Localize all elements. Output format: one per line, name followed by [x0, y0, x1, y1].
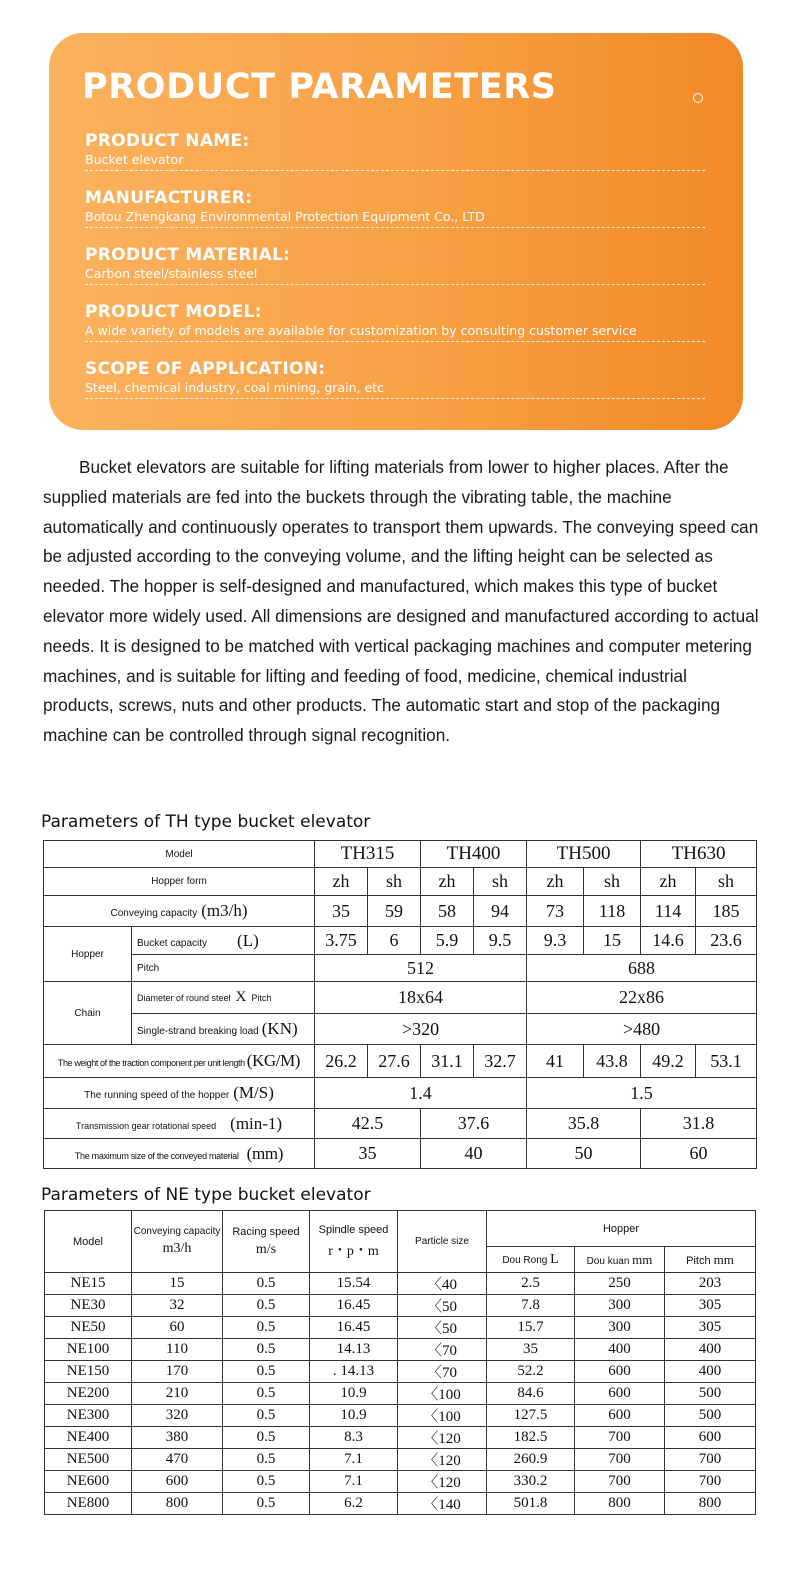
running-speed-label	[44, 1078, 315, 1109]
table-cell: 〈100	[398, 1405, 487, 1427]
divider	[85, 341, 705, 342]
cell: 60	[641, 1139, 757, 1169]
table-row	[44, 1078, 757, 1109]
param-label: MANUFACTURER:	[85, 188, 253, 208]
table-cell: 0.5	[223, 1317, 310, 1339]
table-cell: 15.54	[310, 1273, 398, 1295]
cell: >320	[315, 1014, 527, 1045]
cell: 59	[368, 896, 421, 927]
table-row	[44, 982, 757, 1014]
table-cell: 305	[665, 1317, 756, 1339]
cell: 53.1	[696, 1045, 757, 1078]
cell: 512	[315, 955, 527, 982]
table-cell: 700	[575, 1427, 665, 1449]
cell: 3.75	[315, 927, 368, 955]
table-cell: 182.5	[487, 1427, 575, 1449]
max-size-label	[44, 1139, 315, 1169]
header-unit: r・p・m	[328, 1243, 379, 1259]
unit-text: (M/S)	[233, 1083, 274, 1102]
table-cell: 210	[132, 1383, 223, 1405]
cell: >480	[527, 1014, 757, 1045]
model-cell: NE15	[45, 1273, 132, 1295]
product-parameters-card	[49, 33, 743, 430]
table-cell: 〈100	[398, 1383, 487, 1405]
table-cell: 0.5	[223, 1449, 310, 1471]
table-cell: 700	[575, 1471, 665, 1493]
table-cell: 305	[665, 1295, 756, 1317]
param-value: Bucket elevator	[85, 152, 184, 167]
param-value: A wide variety of models are available for customization by consulting customer service	[85, 323, 637, 338]
header-unit: mm	[713, 1251, 734, 1267]
cell: sh	[696, 868, 757, 896]
table-cell: 320	[132, 1405, 223, 1427]
table-cell: 〈120	[398, 1449, 487, 1471]
col-header-pitch	[665, 1247, 756, 1273]
table-cell: 7.8	[487, 1295, 575, 1317]
col-header-model: Model	[45, 1211, 132, 1273]
model-cell: NE50	[45, 1317, 132, 1339]
table-row	[45, 1405, 756, 1427]
label-text: Pitch	[251, 993, 272, 1003]
cell: zh	[315, 868, 368, 896]
hopper-form-label: Hopper form	[44, 868, 315, 896]
table-cell: 14.13	[310, 1339, 398, 1361]
model-cell: TH400	[421, 841, 527, 868]
cell: 49.2	[641, 1045, 696, 1078]
header-unit: mm	[632, 1251, 653, 1267]
table-cell: 203	[665, 1273, 756, 1295]
table-cell: 0.5	[223, 1273, 310, 1295]
cell: 35	[315, 896, 368, 927]
table-row	[45, 1361, 756, 1383]
cell: 9.5	[474, 927, 527, 955]
table-cell: 〈140	[398, 1493, 487, 1515]
table-cell: 110	[132, 1339, 223, 1361]
header-unit: L	[550, 1251, 559, 1267]
table-cell: 15.7	[487, 1317, 575, 1339]
table-row	[44, 1109, 757, 1139]
cell: sh	[474, 868, 527, 896]
table-cell: 700	[665, 1449, 756, 1471]
cell: 185	[696, 896, 757, 927]
cell: 31.8	[641, 1109, 757, 1139]
table-cell: . 14.13	[310, 1361, 398, 1383]
header-text: Conveying capacity	[133, 1226, 221, 1237]
cell: 15	[584, 927, 641, 955]
table-row	[45, 1427, 756, 1449]
table-cell: 0.5	[223, 1295, 310, 1317]
table-cell: 〈40	[398, 1273, 487, 1295]
table-row	[44, 927, 757, 955]
table-cell: 32	[132, 1295, 223, 1317]
table-cell: 600	[575, 1361, 665, 1383]
cell: 42.5	[315, 1109, 421, 1139]
cell: 23.6	[696, 927, 757, 955]
header-text: Spindle speed	[318, 1223, 389, 1236]
col-header-dou-rong	[487, 1247, 575, 1273]
table-cell: 60	[132, 1317, 223, 1339]
cell: 32.7	[474, 1045, 527, 1078]
cell: 5.9	[421, 927, 474, 955]
table-row	[44, 1139, 757, 1169]
model-cell: NE200	[45, 1383, 132, 1405]
cell: 1.5	[527, 1078, 757, 1109]
table-cell: 700	[665, 1471, 756, 1493]
table-cell: 470	[132, 1449, 223, 1471]
table-cell: 0.5	[223, 1361, 310, 1383]
cell: 58	[421, 896, 474, 927]
table-row	[44, 841, 757, 868]
table-cell: 300	[575, 1295, 665, 1317]
model-cell: NE300	[45, 1405, 132, 1427]
weight-label	[44, 1045, 315, 1078]
param-product-model	[85, 302, 705, 342]
table-cell: 600	[665, 1427, 756, 1449]
header-text: Dou kuan	[586, 1255, 630, 1267]
table-row	[45, 1295, 756, 1317]
cell: sh	[584, 868, 641, 896]
table-cell: 10.9	[310, 1405, 398, 1427]
col-header-spindle-speed	[310, 1211, 398, 1273]
param-value: Carbon steel/stainless steel	[85, 266, 258, 281]
table-cell: 0.5	[223, 1383, 310, 1405]
param-label: SCOPE OF APPLICATION:	[85, 359, 326, 379]
model-cell: NE400	[45, 1427, 132, 1449]
label-text: Diameter of round steel	[137, 993, 231, 1003]
cell: 41	[527, 1045, 584, 1078]
table-cell: 500	[665, 1383, 756, 1405]
table-row	[45, 1449, 756, 1471]
cell: 18x64	[315, 982, 527, 1014]
table-cell: 15	[132, 1273, 223, 1295]
intro-paragraph: Bucket elevators are suitable for lifting materials from lower to higher places. After the supplied materials are fed into the buckets through the vibrating table, the machine automatically and continuously operates to transport them upwards. The conveying speed can be adjusted according to the conveying volume, and the lifting height can be selected as needed. The hopper is self-designed and manufactured, which makes this type of bucket elevator more widely used. All dimensions are designed and manufactured according to actual needs. It is designed to be matched with vertical packaging machines and computer metering machines, and is suitable for lifting and feeding of food, medicine, chemical industrial products, screws, nuts and other products. The automatic start and stop of the packaging machine can be controlled through signal recognition.	[43, 457, 759, 746]
table-cell: 〈50	[398, 1295, 487, 1317]
table-cell: 250	[575, 1273, 665, 1295]
cell: 688	[527, 955, 757, 982]
table-cell: 52.2	[487, 1361, 575, 1383]
label-text: Conveying capacity	[110, 908, 198, 919]
ne-table-title: Parameters of NE type bucket elevator	[41, 1185, 371, 1205]
cell: 27.6	[368, 1045, 421, 1078]
cell: 37.6	[421, 1109, 527, 1139]
cell: 94	[474, 896, 527, 927]
unit-text: (KG/M)	[246, 1051, 301, 1070]
diameter-label	[132, 982, 315, 1014]
header-text: Pitch	[686, 1254, 711, 1267]
table-cell: 〈120	[398, 1427, 487, 1449]
table-cell: 8.3	[310, 1427, 398, 1449]
model-cell: NE600	[45, 1471, 132, 1493]
unit-text: (min-1)	[230, 1113, 283, 1133]
cell: 50	[527, 1139, 641, 1169]
table-row	[45, 1273, 756, 1295]
th-table-title: Parameters of TH type bucket elevator	[41, 812, 371, 832]
col-header-dou-kuan	[575, 1247, 665, 1273]
table-cell: 〈70	[398, 1361, 487, 1383]
cell: zh	[527, 868, 584, 896]
table-row	[44, 896, 757, 927]
capacity-label	[44, 896, 315, 927]
param-label: PRODUCT MODEL:	[85, 302, 262, 322]
cell: 6	[368, 927, 421, 955]
divider	[85, 170, 705, 171]
divider	[85, 227, 705, 228]
table-cell: 127.5	[487, 1405, 575, 1427]
unit-text: (mm)	[246, 1143, 284, 1163]
bucket-capacity-label	[132, 927, 315, 955]
table-cell: 〈50	[398, 1317, 487, 1339]
model-cell: NE150	[45, 1361, 132, 1383]
pitch-label: Pitch	[132, 955, 315, 982]
cell: 40	[421, 1139, 527, 1169]
col-header-hopper: Hopper	[487, 1211, 756, 1247]
table-cell: 16.45	[310, 1317, 398, 1339]
param-label: PRODUCT NAME:	[85, 131, 250, 151]
table-header-row	[45, 1211, 756, 1247]
label-text: The maximum size of the conveyed material	[74, 1150, 239, 1161]
table-cell: 〈70	[398, 1339, 487, 1361]
cell: 1.4	[315, 1078, 527, 1109]
table-row	[44, 868, 757, 896]
table-cell: 700	[575, 1449, 665, 1471]
cell: 114	[641, 896, 696, 927]
table-cell: 800	[132, 1493, 223, 1515]
param-value: Botou Zhengkang Environmental Protection Equipment Co., LTD	[85, 209, 485, 224]
col-header-capacity	[132, 1211, 223, 1273]
table-cell: 170	[132, 1361, 223, 1383]
chain-group-label: Chain	[44, 982, 132, 1045]
table-cell: 330.2	[487, 1471, 575, 1493]
hopper-group-label: Hopper	[44, 927, 132, 982]
table-cell: 0.5	[223, 1493, 310, 1515]
header-unit: m3/h	[162, 1241, 192, 1256]
param-value: Steel, chemical industry, coal mining, grain, etc	[85, 380, 384, 395]
cell: 35	[315, 1139, 421, 1169]
cell: 14.6	[641, 927, 696, 955]
divider	[85, 398, 705, 399]
cell: 26.2	[315, 1045, 368, 1078]
gear-speed-label	[44, 1109, 315, 1139]
table-cell: 300	[575, 1317, 665, 1339]
model-cell: NE500	[45, 1449, 132, 1471]
table-cell: 0.5	[223, 1405, 310, 1427]
label-text: The running speed of the hopper	[84, 1090, 230, 1101]
model-cell: TH630	[641, 841, 757, 868]
table-cell: 0.5	[223, 1339, 310, 1361]
unit-text: (m3/h)	[201, 901, 248, 920]
cell: sh	[368, 868, 421, 896]
table-cell: 7.1	[310, 1471, 398, 1493]
table-cell: 35	[487, 1339, 575, 1361]
table-row	[44, 1014, 757, 1045]
label-text: Transmission gear rotational speed	[75, 1120, 217, 1131]
table-cell: 7.1	[310, 1449, 398, 1471]
circle-icon	[693, 93, 703, 103]
header-unit: m/s	[255, 1241, 277, 1257]
table-cell: 501.8	[487, 1493, 575, 1515]
header-text: Racing speed	[232, 1225, 300, 1238]
table-row	[44, 1045, 757, 1078]
cell: 35.8	[527, 1109, 641, 1139]
param-product-material	[85, 245, 705, 285]
th-parameters-table	[43, 840, 757, 1169]
model-label: Model	[44, 841, 315, 868]
model-cell: TH500	[527, 841, 641, 868]
divider	[85, 284, 705, 285]
cell: 22x86	[527, 982, 757, 1014]
header-text: Dou Rong	[502, 1254, 548, 1266]
table-cell: 0.5	[223, 1427, 310, 1449]
unit-text: (KN)	[261, 1019, 298, 1038]
table-cell: 600	[132, 1471, 223, 1493]
col-header-racing-speed	[223, 1211, 310, 1273]
param-manufacturer	[85, 188, 705, 228]
col-header-particle-size: Particle size	[398, 1211, 487, 1273]
table-cell: 400	[665, 1339, 756, 1361]
table-cell: 600	[575, 1405, 665, 1427]
table-cell: 400	[575, 1339, 665, 1361]
label-text: Single-strand breaking load	[137, 1026, 259, 1037]
table-row	[44, 955, 757, 982]
table-cell: 500	[665, 1405, 756, 1427]
param-label: PRODUCT MATERIAL:	[85, 245, 291, 265]
label-text: The weight of the traction component per unit length	[57, 1058, 245, 1068]
table-cell: 260.9	[487, 1449, 575, 1471]
table-cell: 400	[665, 1361, 756, 1383]
table-cell: 84.6	[487, 1383, 575, 1405]
breaking-load-label	[132, 1014, 315, 1045]
cell: zh	[641, 868, 696, 896]
table-cell: 10.9	[310, 1383, 398, 1405]
table-cell: 2.5	[487, 1273, 575, 1295]
table-cell: 6.2	[310, 1493, 398, 1515]
ne-parameters-table	[44, 1210, 756, 1515]
table-cell: 380	[132, 1427, 223, 1449]
table-row	[45, 1317, 756, 1339]
param-product-name	[85, 131, 705, 171]
cell: 118	[584, 896, 641, 927]
param-scope-of-application	[85, 359, 705, 399]
model-cell: NE100	[45, 1339, 132, 1361]
table-cell: 0.5	[223, 1471, 310, 1493]
cell: 9.3	[527, 927, 584, 955]
table-cell: 600	[575, 1383, 665, 1405]
cell: 73	[527, 896, 584, 927]
table-row	[45, 1471, 756, 1493]
table-row	[45, 1383, 756, 1405]
cell: 31.1	[421, 1045, 474, 1078]
table-row	[45, 1339, 756, 1361]
cell: 43.8	[584, 1045, 641, 1078]
ne-table-body	[45, 1273, 756, 1515]
unit-text: X	[235, 989, 247, 1005]
table-cell: 16.45	[310, 1295, 398, 1317]
unit-text: (L)	[237, 930, 259, 950]
cell: zh	[421, 868, 474, 896]
model-cell: NE30	[45, 1295, 132, 1317]
model-cell: TH315	[315, 841, 421, 868]
model-cell: NE800	[45, 1493, 132, 1515]
card-title: PRODUCT PARAMETERS	[82, 67, 557, 107]
label-text: Bucket capacity	[137, 937, 208, 949]
table-cell: 800	[665, 1493, 756, 1515]
table-cell: 800	[575, 1493, 665, 1515]
table-row	[45, 1493, 756, 1515]
table-cell: 〈120	[398, 1471, 487, 1493]
